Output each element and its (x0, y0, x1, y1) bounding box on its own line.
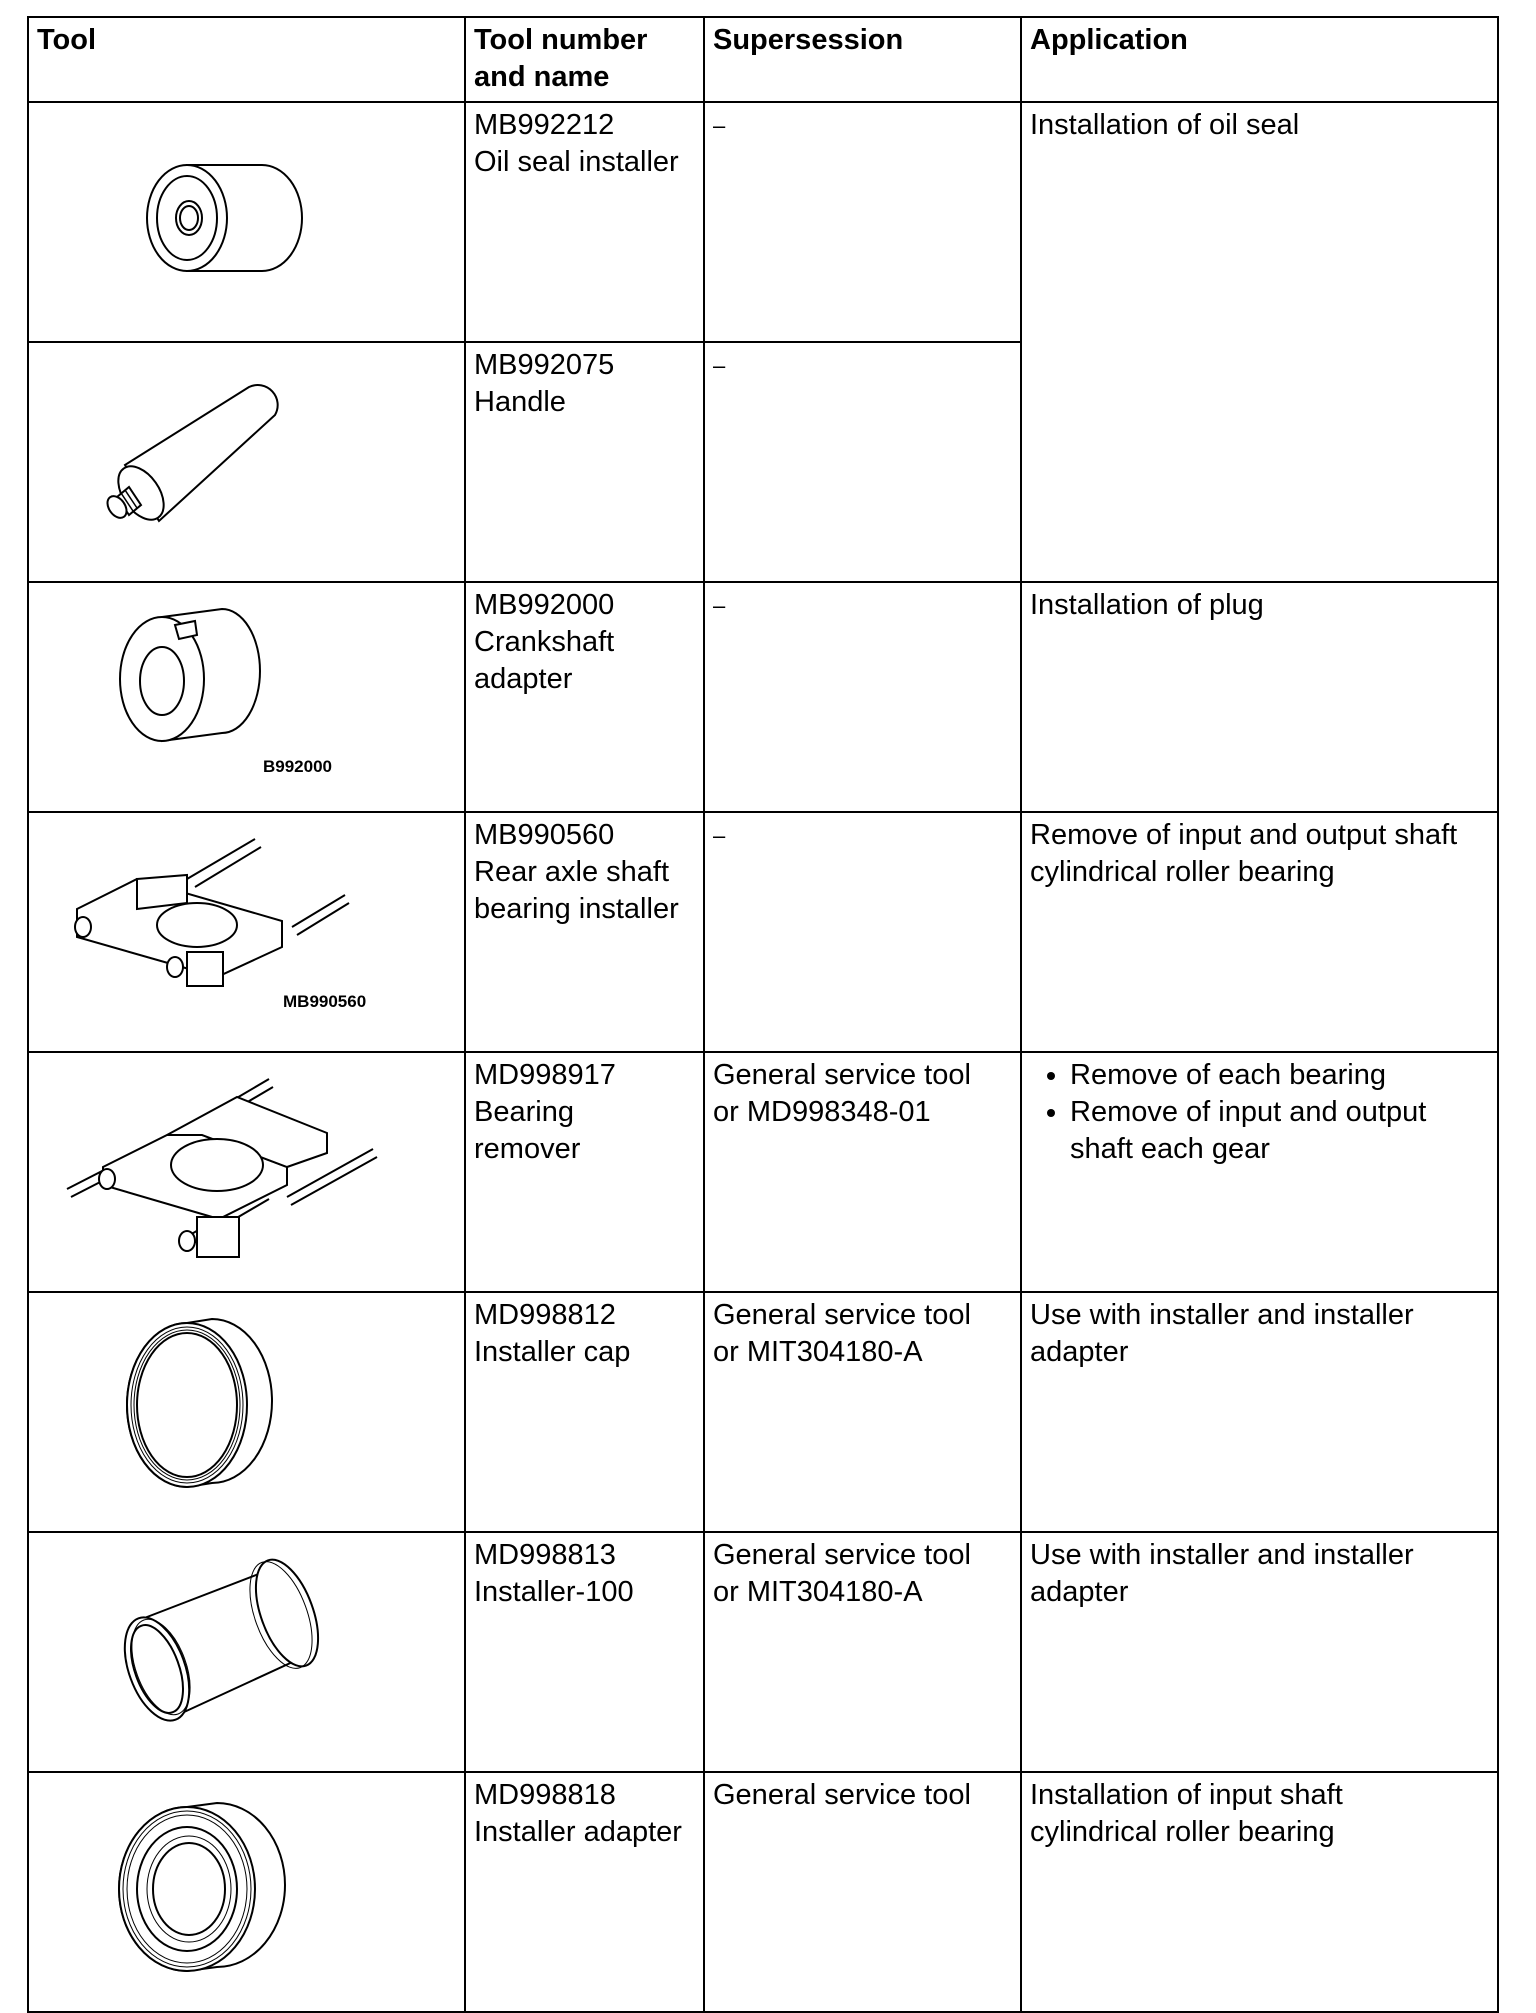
tool-name-line1: Bearing (474, 1096, 574, 1128)
supersession-cell (704, 1532, 1021, 1772)
application-cell (1021, 812, 1498, 1052)
supersession-cell (704, 102, 1021, 342)
tool-image-cell (28, 1052, 465, 1292)
supersession-line2: or MIT304180-A (713, 1576, 923, 1608)
supersession-line1: General service tool (713, 1299, 971, 1331)
table-row (28, 1532, 1498, 1772)
application-cell (1021, 582, 1498, 812)
tool-number: MB992000 (474, 589, 615, 621)
crankshaft-adapter-icon (37, 587, 474, 807)
special-tools-table (27, 16, 1499, 2013)
application-line1: Remove of input and output shaft (1030, 819, 1458, 851)
supersession-dash: – (713, 113, 726, 138)
supersession-text: General service tool (713, 1779, 971, 1811)
tool-number-cell (465, 1292, 704, 1532)
application-cell (1021, 102, 1498, 582)
application-line1: Use with installer and installer (1030, 1539, 1414, 1571)
tool-name-line1: Rear axle shaft (474, 856, 670, 888)
table-row (28, 582, 1498, 812)
tool-image-cell (28, 812, 465, 1052)
tool-image-label: MB990560 (283, 992, 367, 1011)
tool-name-line2: bearing installer (474, 893, 679, 925)
tool-image-label: B992000 (263, 757, 333, 776)
table-row (28, 102, 1498, 342)
supersession-line2: or MD998348-01 (713, 1096, 931, 1128)
tool-number: MB992212 (474, 109, 615, 141)
supersession-cell (704, 1772, 1021, 2012)
handle-icon (37, 347, 474, 577)
list-item: • Remove of each bearing (1070, 1057, 1489, 1094)
application-line2: cylindrical roller bearing (1030, 1816, 1335, 1848)
installer-cap-icon (37, 1297, 474, 1527)
tool-number: MB992075 (474, 349, 615, 381)
table-row (28, 1052, 1498, 1292)
table-row (28, 1292, 1498, 1532)
application-text: Installation of plug (1030, 589, 1264, 621)
list-item: • Remove of input and output shaft each gear (1070, 1094, 1489, 1168)
tool-name: Installer adapter (474, 1816, 682, 1848)
tool-number: MD998813 (474, 1539, 616, 1571)
tool-image-cell (28, 102, 465, 342)
application-bullet-list (1030, 1057, 1489, 1168)
header-row (28, 17, 1498, 102)
header-tool-number-line1: Tool number (474, 24, 648, 56)
tool-number-cell (465, 1052, 704, 1292)
supersession-dash: – (713, 823, 726, 848)
application-text: Installation of oil seal (1030, 109, 1300, 141)
tool-image-cell (28, 1532, 465, 1772)
oil-seal-installer-icon (37, 107, 474, 337)
application-cell (1021, 1772, 1498, 2012)
installer-adapter-icon (37, 1777, 474, 2007)
tool-number-cell (465, 102, 704, 342)
tool-number-cell (465, 812, 704, 1052)
tool-image-cell (28, 582, 465, 812)
tool-name: Handle (474, 386, 566, 418)
tool-name: Oil seal installer (474, 146, 679, 178)
table-row (28, 1772, 1498, 2012)
supersession-line1: General service tool (713, 1059, 971, 1091)
application-cell (1021, 1532, 1498, 1772)
tool-number-cell (465, 582, 704, 812)
tool-number: MB990560 (474, 819, 615, 851)
tool-image-cell (28, 1772, 465, 2012)
supersession-dash: – (713, 353, 726, 378)
header-tool-number-line2: and name (474, 61, 610, 93)
tool-name: Installer cap (474, 1336, 631, 1368)
header-supersession: Supersession (704, 17, 1021, 102)
supersession-cell (704, 582, 1021, 812)
supersession-cell (704, 812, 1021, 1052)
header-tool: Tool (28, 17, 465, 102)
tool-number-cell (465, 1772, 704, 2012)
tool-number-cell (465, 1532, 704, 1772)
supersession-cell (704, 342, 1021, 582)
tool-number: MD998812 (474, 1299, 616, 1331)
application-line1: Installation of input shaft (1030, 1779, 1343, 1811)
tool-name: Installer-100 (474, 1576, 634, 1608)
rear-axle-bearing-installer-icon (37, 817, 474, 1047)
application-line2: adapter (1030, 1576, 1129, 1608)
bearing-remover-icon (37, 1057, 474, 1287)
tool-image-cell (28, 342, 465, 582)
supersession-cell (704, 1052, 1021, 1292)
tool-number: MD998917 (474, 1059, 616, 1091)
supersession-line1: General service tool (713, 1539, 971, 1571)
installer-100-icon (37, 1537, 474, 1767)
table-row (28, 812, 1498, 1052)
application-line1: Use with installer and installer (1030, 1299, 1414, 1331)
supersession-line2: or MIT304180-A (713, 1336, 923, 1368)
tool-name-line2: remover (474, 1133, 581, 1165)
application-cell (1021, 1052, 1498, 1292)
header-tool-number (465, 17, 704, 102)
application-cell (1021, 1292, 1498, 1532)
tool-name-line2: adapter (474, 663, 573, 695)
application-line2: cylindrical roller bearing (1030, 856, 1335, 888)
tool-image-cell (28, 1292, 465, 1532)
supersession-cell (704, 1292, 1021, 1532)
header-application: Application (1021, 17, 1498, 102)
tool-number-cell (465, 342, 704, 582)
tool-name-line1: Crankshaft (474, 626, 615, 658)
tool-number: MD998818 (474, 1779, 616, 1811)
supersession-dash: – (713, 593, 726, 618)
application-line2: adapter (1030, 1336, 1129, 1368)
